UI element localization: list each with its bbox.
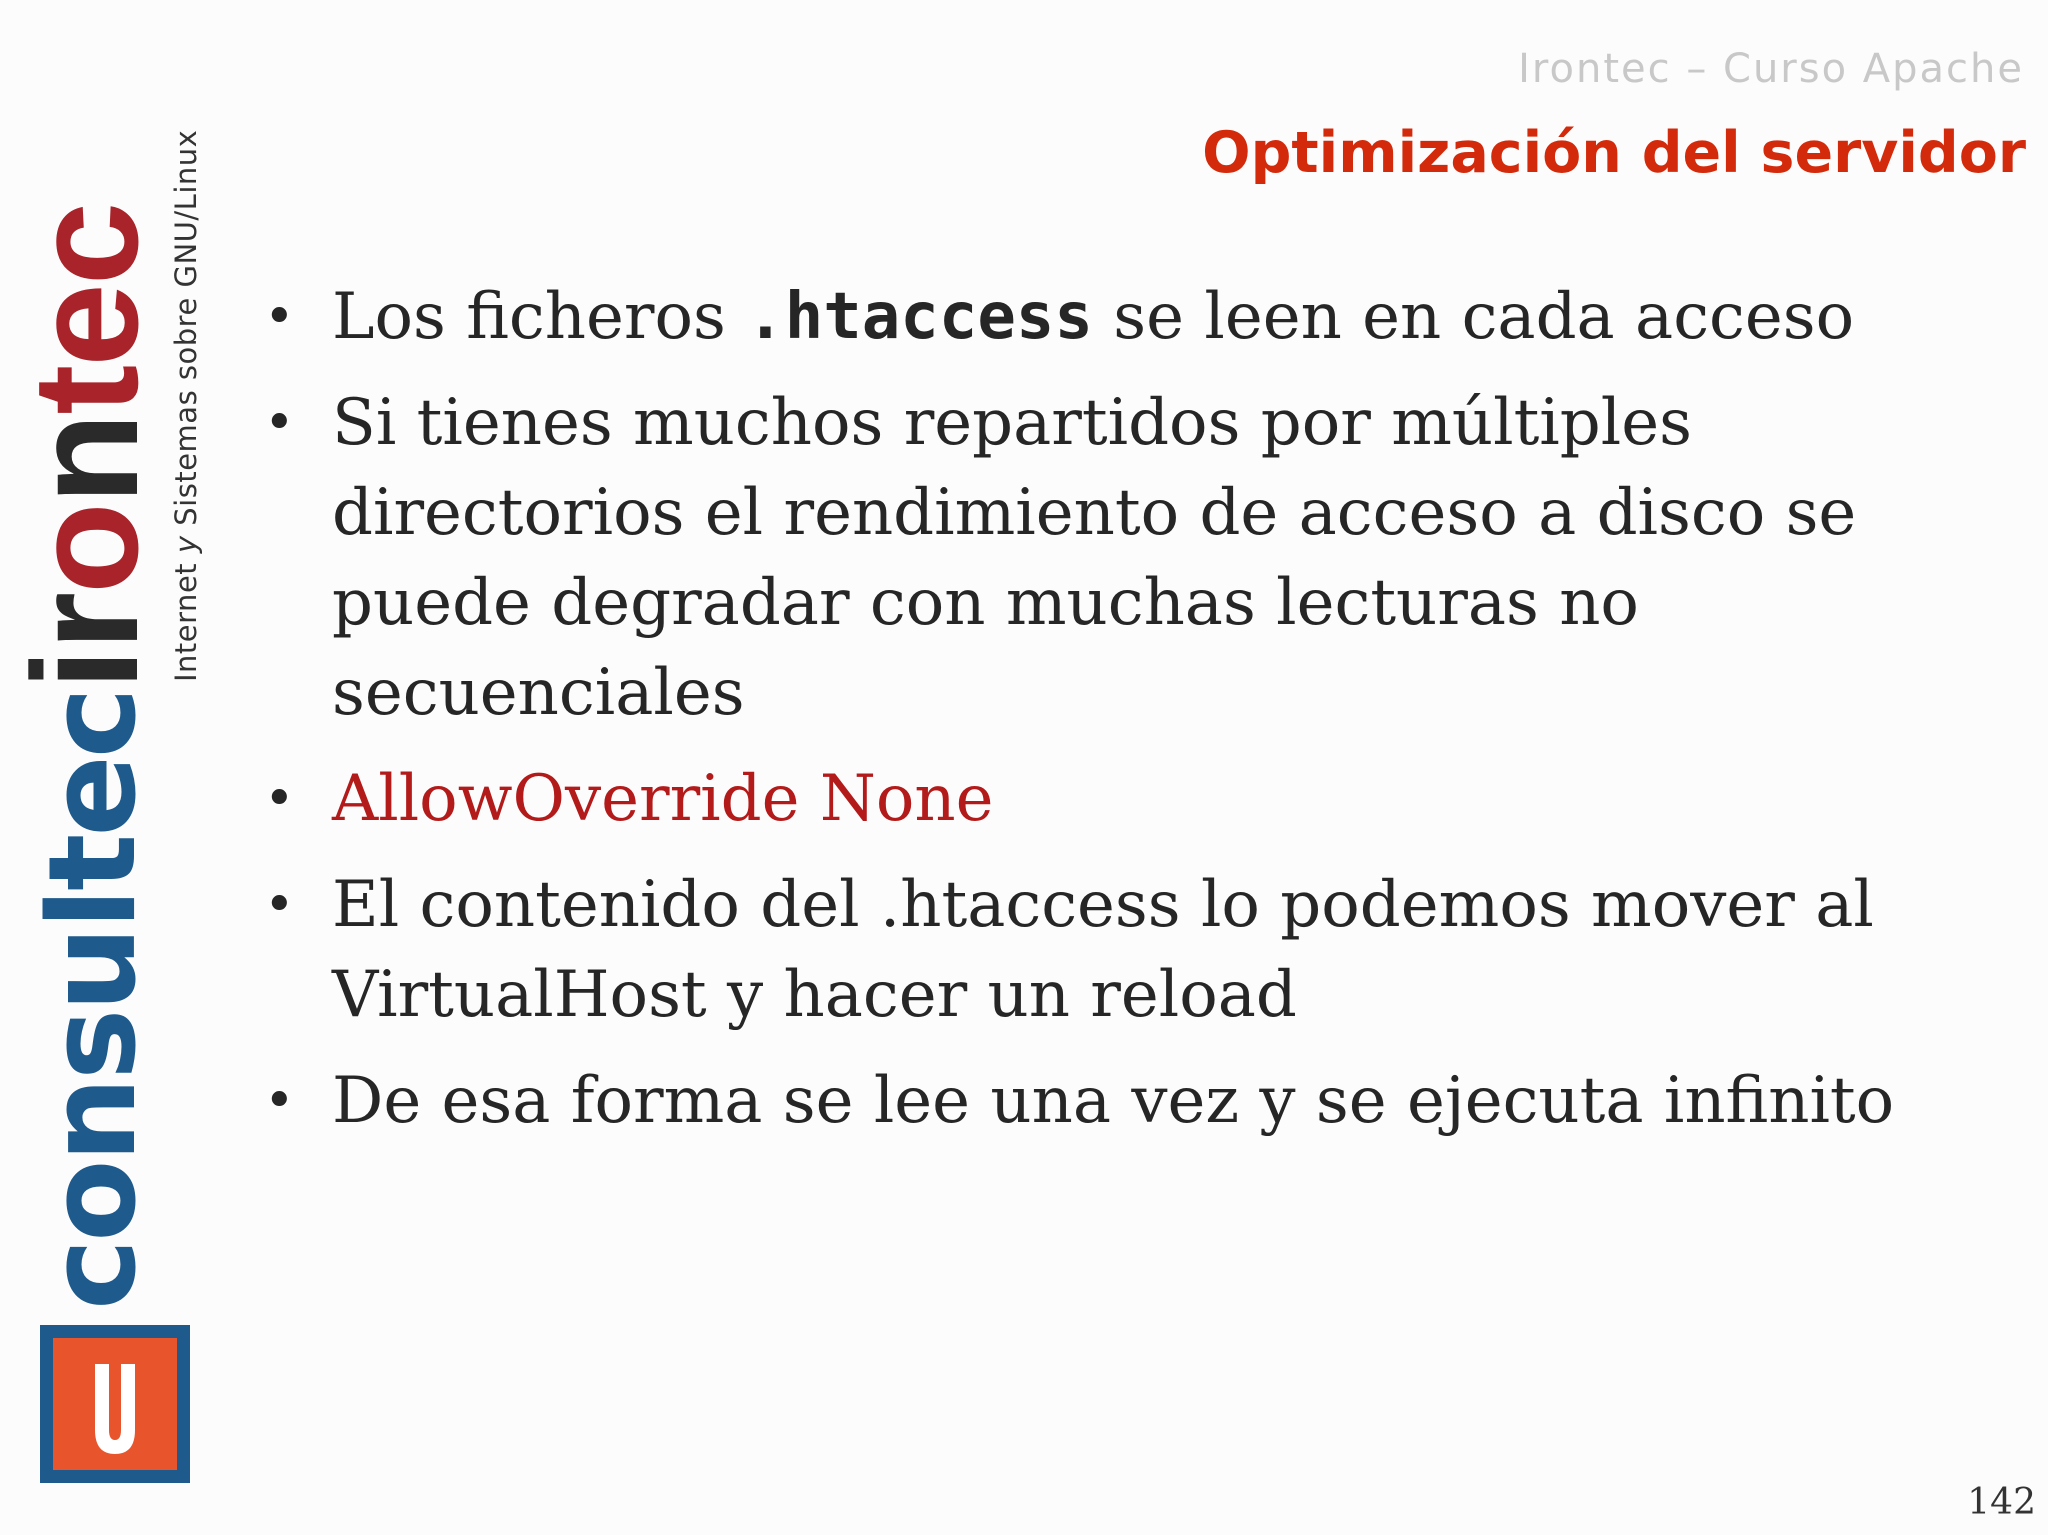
bullet-text: El contenido del .htaccess lo podemos mover al VirtualHost y hacer un reload: [332, 868, 1874, 1032]
irontec-logo-o: o: [1, 504, 169, 594]
bullet-code: .htaccess: [746, 280, 1093, 354]
bullet-text-before: Los ficheros: [332, 280, 747, 354]
bullet-item: [258, 754, 2018, 844]
bullet-icon: •: [264, 287, 295, 347]
bullet-item: [258, 860, 2018, 1040]
logo-strip: [0, 0, 215, 1535]
consultec-badge-inner: [53, 1338, 177, 1470]
bullet-text: De esa forma se lee una vez y se ejecuta infinito: [332, 1064, 1895, 1138]
slide-title: Optimización del servidor: [1202, 120, 2026, 186]
bullet-item: [258, 272, 2018, 362]
bullet-item: [258, 378, 2018, 738]
tagline-before: Internet: [169, 553, 203, 682]
irontec-tagline: [169, 129, 203, 682]
bullet-text-highlight: AllowOverride None: [332, 762, 994, 836]
irontec-logo-n: n: [1, 414, 169, 505]
u-letter-icon: [93, 1364, 137, 1454]
bullet-icon: •: [264, 875, 295, 935]
course-title: Irontec – Curso Apache: [1518, 46, 2024, 92]
bullet-text-after: se leen en cada acceso: [1092, 280, 1855, 354]
page-number: 142: [1967, 1482, 2036, 1523]
irontec-logo: [1, 203, 169, 690]
bullet-item: [258, 1056, 2018, 1146]
bullet-list: [258, 272, 2018, 1162]
consultec-logo-icon: [40, 1325, 190, 1483]
bullet-icon: •: [264, 1071, 295, 1131]
irontec-logo-prefix: ir: [1, 593, 169, 690]
tagline-after: Sistemas sobre GNU/Linux: [169, 129, 203, 536]
consultec-logo-text: consultec: [24, 690, 163, 1310]
bullet-icon: •: [264, 769, 295, 829]
bullet-icon: •: [264, 393, 295, 453]
tagline-y: y: [169, 535, 203, 554]
bullet-text: Si tienes muchos repartidos por múltiples directorios el rendimiento de acceso a disco se puede degradar con muchas lecturas no secuenciales: [332, 386, 1857, 730]
irontec-logo-suffix: tec: [1, 203, 169, 415]
